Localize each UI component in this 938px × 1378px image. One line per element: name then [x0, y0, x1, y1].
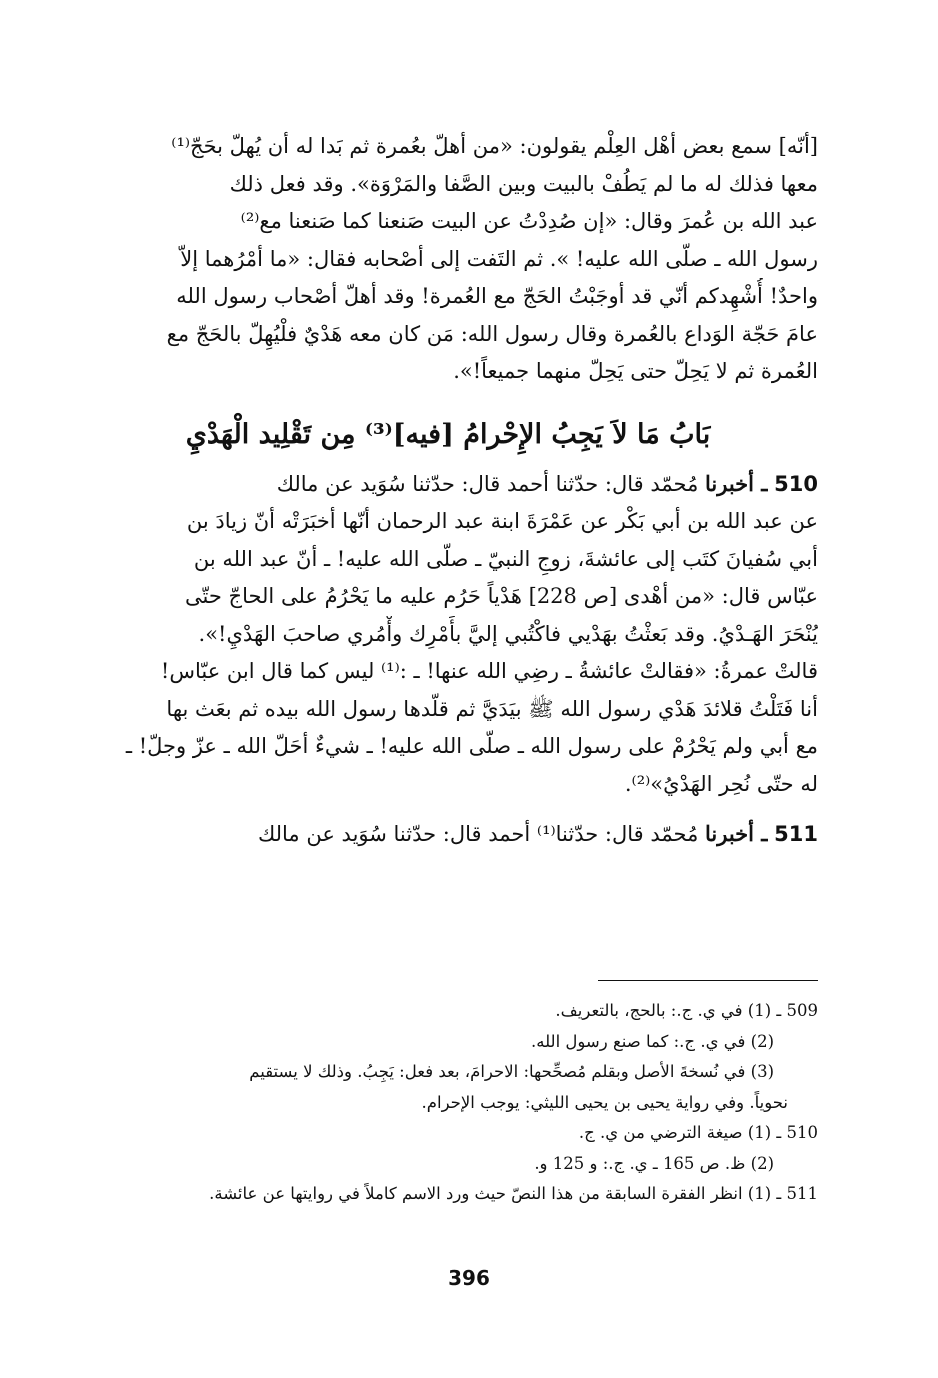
text-line: أنا فَتَلْتُ قلائدَ هَدْي رسول الله ﷺ بيَدَيَّ ثم قلّدها رسول الله بيده ثم بعَث بها [166, 696, 818, 721]
footnote: نحوياً. وفي رواية يحيى بن يحيى الليثي: يوجب الإحرام. [421, 1092, 788, 1112]
top-paragraph [78, 128, 818, 391]
hadith-first-line [78, 815, 818, 854]
text-line: العُمرة ثم لا يَحِلّ حتى يَحِلّ منهما جميعاً!». [453, 359, 818, 383]
text-line: يُنْحَرَ الهَـدْيُ. وقد بَعثْتُ بهَدْيي فاكْتُبي إليَّ بأَمْرِك وأْمُري صاحبَ الهَدْيِ!». [198, 621, 818, 646]
hadith-number: 511 [774, 822, 818, 846]
page-number: 396 [448, 1266, 490, 1290]
hadith-lead: ـ أخبرنا [705, 470, 768, 496]
text-line: له حتّى نُحِر الهَدْيُ»⁽²⁾. [624, 771, 818, 796]
text-line: رسول الله ـ صلّى الله عليه! ». ثم التَفت إلى أصْحابه فقال: «ما أمْرُهما إلاّ [180, 246, 818, 271]
text-line: عبد الله بن عُمرَ وقال: «إن صُدِدْتُ عن البيت صَنعنا كما صَنعنا مع⁽²⁾ [240, 209, 818, 233]
text-line: معها فذلك له ما لم يَطُفْ بالبيت وبين الصَّفا والمَرْوَة». وقد فعل ذلك [229, 171, 818, 196]
footnote: 510 ـ (1) صيغة الترضي من ي. ج. [578, 1123, 818, 1142]
footnote: 511 ـ (1) انظر الفقرة السابقة من هذا النصّ حيث ورد الاسم كاملاً في روايتها عن عائشة. [209, 1184, 818, 1203]
text-line: مُحمّد قال: حدّثنا⁽¹⁾ أحمد قال: حدّثنا سُوَيد عن مالك [257, 822, 699, 846]
page-body [78, 128, 818, 854]
footnotes [78, 996, 818, 1210]
footnote: (2) في ي. ج.: كما صنع رسول الله. [530, 1031, 774, 1051]
footnote: 509 ـ (1) في ي. ج.: بالحج، بالتعريف. [555, 1001, 818, 1020]
text-line: قالتْ عمرةُ: «فقالتْ عائشةُ ـ رضِي الله عنها! ـ :⁽¹⁾ ليس كما قال ابن عبّاس! [160, 659, 818, 683]
text-line: عبّاس قال: «من أهْدى [ص 228] هَدْياً حَرُم عليه ما يَحْرُمُ على الحاجّ حتّى [185, 584, 818, 608]
hadith-number: 510 [774, 471, 818, 496]
text-line: عن عبد الله بن أبي بَكْر عن عَمْرَةَ ابنة عبد الرحمان أنّها أخبَرَتْه أنّ زيادَ بن [186, 509, 818, 533]
hadith-511 [78, 815, 818, 854]
chapter-heading: بَابُ مَا لاَ يَجِبُ الإِحْرامُ [فيه]⁽³⁾ مِن تَقْلِيد الْهَدْيِ [185, 418, 711, 450]
text-line: مُحمّد قال: حدّثنا أحمد قال: حدّثنا سُوَيد عن مالك [276, 471, 699, 496]
hadith-first-line [78, 465, 818, 504]
footnote: (3) في نُسخةَ الأصل وبقلم مُصحِّحها: الاحرامَ، بعد فعل: يَجِبُ. وذلك لا يستقيم [249, 1062, 774, 1081]
footnote: (2) ظ. ص 165 ـ ي. ج.: و 125 و. [534, 1153, 774, 1173]
text-line: [أنّه] سمع بعض أهْل العِلْم يقولون: «من أهلّ بعُمرة ثم بَدا له أن يُهلّ بحَجّ⁽¹⁾ [171, 134, 818, 158]
spacer [78, 803, 818, 815]
hadith-510 [78, 465, 818, 804]
text-line: مع أبي ولم يَحْرُمْ على رسول الله ـ صلّى الله عليه! ـ شيءٌ أحَلّ الله ـ عزّ وجلّ! ـ [125, 734, 818, 758]
text-line: عامَ حَجّة الوَداع بالعُمرة وقال رسول الله: مَن كان معه هَدْيٌ فلْيُهِلّ بالحَجّ مع [166, 321, 818, 346]
hadith-lead: ـ أخبرنا [705, 821, 768, 846]
text-line: أبي سُفيانَ كتَب إلى عائشةَ، زوجِ النبيّ ـ صلّى الله عليه! ـ أنّ عبد الله بن [193, 546, 818, 571]
footnote-rule [598, 980, 818, 981]
text-line: واحدٌ! أُشْهِدكم أنّي قد أوجَبْتُ الحَجّ مع العُمرة! وقد أهلّ أصْحاب رسول الله [176, 284, 818, 308]
